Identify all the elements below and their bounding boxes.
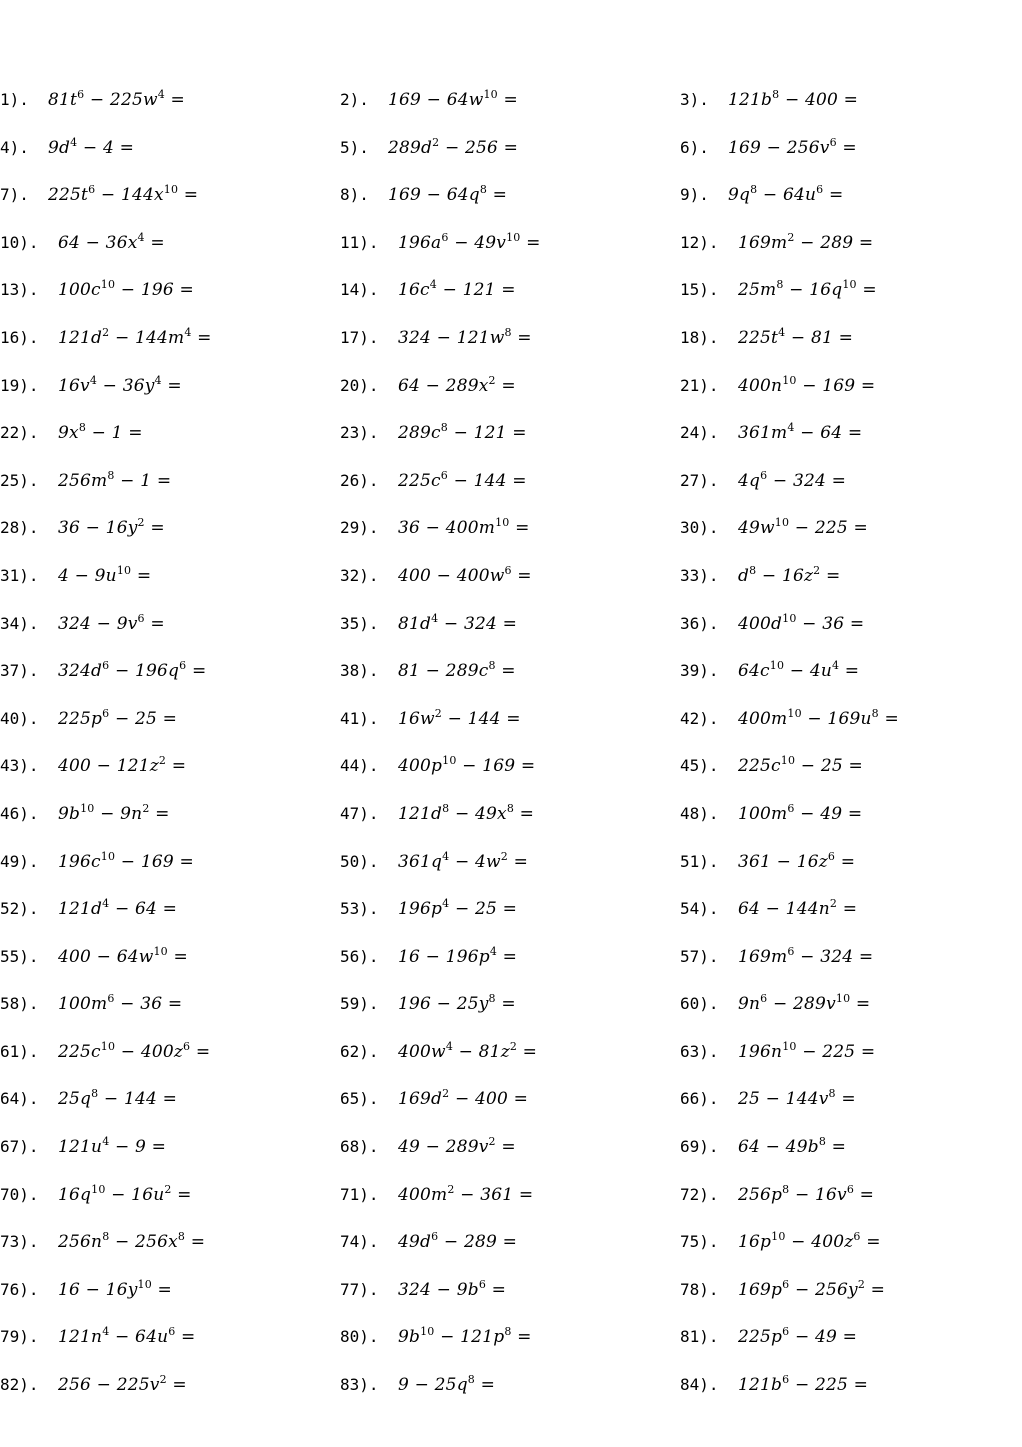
problem-row — [0, 600, 1022, 648]
problem-item — [680, 1171, 874, 1219]
problem-item — [680, 695, 899, 743]
problem-expression: $169d^2 - 400$ = — [398, 1087, 529, 1110]
problem-row — [0, 219, 1022, 267]
problem-item — [340, 1218, 517, 1266]
problem-item — [0, 742, 186, 790]
problem-expression: $36 - 400m^{10}$ = — [398, 516, 530, 539]
problem-number: 33). — [680, 565, 719, 585]
problem-number: 69). — [680, 1137, 719, 1157]
problem-item — [0, 171, 198, 219]
problem-row — [0, 171, 1022, 219]
problem-expression: $16p^{10} - 400z^6$ = — [738, 1230, 881, 1253]
problem-row — [0, 838, 1022, 886]
problem-number: 4). — [0, 137, 29, 157]
problem-row — [0, 933, 1022, 981]
problem-number: 47). — [340, 803, 379, 823]
problem-number: 68). — [340, 1137, 379, 1157]
problem-item — [680, 314, 853, 362]
problem-item — [0, 1361, 187, 1409]
problem-number: 17). — [340, 327, 379, 347]
problem-number: 45). — [680, 756, 719, 776]
problem-number: 15). — [680, 280, 719, 300]
problem-number: 51). — [680, 851, 719, 871]
problem-expression: $256m^8 - 1$ = — [58, 468, 172, 491]
problem-expression: $d^8 - 16z^2$ = — [738, 563, 841, 586]
problem-item — [680, 838, 855, 886]
problem-expression: $400m^{10} - 169u^8$ = — [738, 706, 899, 729]
problem-expression: $121d^8 - 49x^8$ = — [398, 801, 535, 824]
problem-number: 60). — [680, 994, 719, 1014]
problem-item — [0, 76, 185, 124]
problem-item — [340, 409, 527, 457]
problem-expression: $16v^4 - 36y^4$ = — [58, 373, 182, 396]
problem-row — [0, 552, 1022, 600]
problem-item — [0, 980, 182, 1028]
problem-number: 84). — [680, 1375, 719, 1395]
problem-number: 66). — [680, 1089, 719, 1109]
problem-item — [0, 1123, 166, 1171]
problem-number: 30). — [680, 518, 719, 538]
problem-expression: $9b^{10} - 121p^8$ = — [398, 1325, 532, 1348]
problem-expression: $121b^6 - 225$ = — [738, 1373, 869, 1396]
problem-number: 5). — [340, 137, 369, 157]
problem-item — [0, 314, 212, 362]
problem-number: 43). — [0, 756, 39, 776]
problem-item — [340, 76, 518, 124]
problem-row — [0, 266, 1022, 314]
problem-row — [0, 980, 1022, 1028]
problem-expression: $225c^{10} - 25$ = — [738, 754, 863, 777]
problem-number: 32). — [340, 565, 379, 585]
problem-item — [0, 600, 165, 648]
problem-expression: $64 - 289x^2$ = — [398, 373, 516, 396]
problem-number: 9). — [680, 185, 709, 205]
problem-expression: $169m^2 - 289$ = — [738, 230, 874, 253]
problem-number: 18). — [680, 327, 719, 347]
problem-expression: $121b^8 - 400$ = — [728, 88, 859, 110]
problem-number: 72). — [680, 1184, 719, 1204]
problem-number: 41). — [340, 708, 379, 728]
problem-item — [0, 1171, 192, 1219]
problem-row — [0, 76, 1022, 124]
problem-number: 48). — [680, 803, 719, 823]
problem-number: 35). — [340, 613, 379, 633]
problem-item — [0, 647, 206, 695]
problem-number: 62). — [340, 1041, 379, 1061]
problem-expression: $400 - 121z^2$ = — [58, 754, 187, 777]
problem-number: 82). — [0, 1375, 39, 1395]
problem-number: 77). — [340, 1279, 379, 1299]
problem-expression: $324 - 121w^8$ = — [398, 325, 532, 348]
problem-item — [340, 647, 516, 695]
problem-number: 63). — [680, 1041, 719, 1061]
problem-number: 71). — [340, 1184, 379, 1204]
problem-expression: $121u^4 - 9$ = — [58, 1135, 167, 1158]
problem-expression: $361 - 16z^6$ = — [738, 849, 856, 872]
problem-number: 73). — [0, 1232, 39, 1252]
problem-expression: $64 - 144n^2$ = — [738, 897, 858, 920]
problem-expression: $4 - 9u^{10}$ = — [58, 563, 152, 586]
problem-row — [0, 409, 1022, 457]
problem-expression: $49w^{10} - 225$ = — [738, 516, 868, 539]
problem-number: 20). — [340, 375, 379, 395]
problem-expression: $289d^2 - 256$ = — [388, 135, 519, 158]
problem-item — [0, 1266, 172, 1314]
problem-expression: $225t^6 - 144x^{10}$ = — [48, 183, 199, 206]
problem-expression: $400d^{10} - 36$ = — [738, 611, 865, 634]
problem-item — [680, 1123, 846, 1171]
problem-row — [0, 504, 1022, 552]
problem-item — [340, 314, 532, 362]
problem-expression: $81d^4 - 324$ = — [398, 611, 518, 634]
problem-row — [0, 1361, 1022, 1409]
problem-item — [340, 362, 516, 410]
problem-row — [0, 1171, 1022, 1219]
problem-number: 56). — [340, 946, 379, 966]
problem-item — [340, 219, 541, 267]
problem-item — [340, 1171, 533, 1219]
problem-expression: $196c^{10} - 169$ = — [58, 849, 194, 872]
problem-item — [340, 504, 530, 552]
problem-expression: $9d^4 - 4$ = — [48, 135, 135, 158]
problem-number: 14). — [340, 280, 379, 300]
problem-row — [0, 695, 1022, 743]
problem-item — [340, 552, 532, 600]
problem-expression: $400w^4 - 81z^2$ = — [398, 1039, 538, 1062]
problem-row — [0, 1266, 1022, 1314]
problem-expression: $225c^{10} - 400z^6$ = — [58, 1039, 211, 1062]
problem-item — [340, 790, 534, 838]
problem-item — [680, 1266, 885, 1314]
problem-expression: $225p^6 - 49$ = — [738, 1325, 858, 1348]
problem-item — [340, 980, 516, 1028]
problem-number: 76). — [0, 1279, 39, 1299]
problem-expression: $196a^6 - 49v^{10}$ = — [398, 230, 541, 253]
problem-row — [0, 1313, 1022, 1361]
problem-item — [340, 1123, 516, 1171]
problem-row — [0, 1075, 1022, 1123]
problem-expression: $81t^6 - 225w^4$ = — [48, 88, 185, 110]
problem-expression: $100c^{10} - 196$ = — [58, 278, 194, 301]
problem-row — [0, 647, 1022, 695]
problem-number: 28). — [0, 518, 39, 538]
problem-number: 1). — [0, 90, 29, 109]
problem-item — [0, 409, 143, 457]
problem-number: 57). — [680, 946, 719, 966]
problem-number: 65). — [340, 1089, 379, 1109]
problem-item — [680, 266, 877, 314]
problem-expression: $400 - 64w^{10}$ = — [58, 944, 188, 967]
problem-item — [0, 266, 194, 314]
problem-number: 6). — [680, 137, 709, 157]
problem-item — [680, 504, 868, 552]
problem-expression: $16c^4 - 121$ = — [398, 278, 516, 301]
problem-expression: $36 - 16y^2$ = — [58, 516, 165, 539]
problem-number: 29). — [340, 518, 379, 538]
problem-number: 52). — [0, 899, 39, 919]
problem-number: 61). — [0, 1041, 39, 1061]
problem-number: 49). — [0, 851, 39, 871]
problem-item — [0, 504, 165, 552]
problem-number: 12). — [680, 232, 719, 252]
problem-row — [0, 742, 1022, 790]
problem-number: 36). — [680, 613, 719, 633]
problem-item — [0, 695, 177, 743]
problem-expression: $169 - 256v^6$ = — [728, 135, 857, 158]
problem-expression: $100m^6 - 49$ = — [738, 801, 863, 824]
problem-expression: $289c^8 - 121$ = — [398, 421, 527, 444]
problem-number: 21). — [680, 375, 719, 395]
problem-number: 22). — [0, 423, 39, 443]
problem-item — [340, 1266, 506, 1314]
problem-item — [680, 124, 857, 172]
problem-row — [0, 1028, 1022, 1076]
problem-item — [680, 647, 859, 695]
problem-number: 64). — [0, 1089, 39, 1109]
problem-expression: $121n^4 - 64u^6$ = — [58, 1325, 196, 1348]
problem-item — [340, 457, 527, 505]
problem-item — [340, 266, 516, 314]
problem-item — [680, 362, 875, 410]
problem-item — [340, 1075, 528, 1123]
problem-expression: $16w^2 - 144$ = — [398, 706, 521, 729]
problem-expression: $256 - 225v^2$ = — [58, 1373, 187, 1396]
problem-item — [0, 1218, 205, 1266]
problem-expression: $121d^2 - 144m^4$ = — [58, 325, 212, 348]
problem-expression: $324 - 9b^6$ = — [398, 1277, 507, 1300]
problem-expression: $256n^8 - 256x^8$ = — [58, 1230, 206, 1253]
worksheet — [0, 76, 1022, 1409]
problem-number: 59). — [340, 994, 379, 1014]
problem-expression: $49 - 289v^2$ = — [398, 1135, 516, 1158]
problem-item — [340, 742, 535, 790]
problem-expression: $225c^6 - 144$ = — [398, 468, 527, 491]
problem-expression: $196p^4 - 25$ = — [398, 897, 518, 920]
problem-number: 75). — [680, 1232, 719, 1252]
problem-row — [0, 362, 1022, 410]
problem-expression: $100m^6 - 36$ = — [58, 992, 183, 1015]
problem-expression: $9n^6 - 289v^{10}$ = — [738, 992, 871, 1015]
problem-row — [0, 790, 1022, 838]
problem-item — [340, 838, 528, 886]
problem-number: 25). — [0, 470, 39, 490]
problem-number: 27). — [680, 470, 719, 490]
problem-number: 46). — [0, 803, 39, 823]
problem-item — [0, 219, 165, 267]
problem-expression: $64c^{10} - 4u^4$ = — [738, 659, 860, 682]
problem-expression: $16 - 16y^{10}$ = — [58, 1277, 172, 1300]
problem-expression: $9 - 25q^8$ = — [398, 1373, 496, 1396]
problem-expression: $4q^6 - 324$ = — [738, 468, 847, 491]
problem-expression: $25m^8 - 16q^{10}$ = — [738, 278, 877, 301]
problem-item — [680, 1313, 857, 1361]
problem-expression: $9x^8 - 1$ = — [58, 421, 143, 444]
problem-expression: $25q^8 - 144$ = — [58, 1087, 178, 1110]
problem-number: 79). — [0, 1327, 39, 1347]
problem-number: 8). — [340, 185, 369, 205]
problem-expression: $400 - 400w^6$ = — [398, 563, 532, 586]
problem-item — [340, 1313, 532, 1361]
problem-expression: $361m^4 - 64$ = — [738, 421, 863, 444]
problem-item — [0, 1313, 196, 1361]
problem-number: 39). — [680, 661, 719, 681]
problem-expression: $225p^6 - 25$ = — [58, 706, 178, 729]
problem-item — [0, 790, 170, 838]
problem-item — [0, 552, 151, 600]
problem-number: 44). — [340, 756, 379, 776]
problem-item — [340, 600, 517, 648]
problem-item — [680, 1218, 881, 1266]
problem-row — [0, 124, 1022, 172]
problem-expression: $361q^4 - 4w^2$ = — [398, 849, 529, 872]
problem-number: 78). — [680, 1279, 719, 1299]
problem-row — [0, 1123, 1022, 1171]
problem-expression: $400n^{10} - 169$ = — [738, 373, 876, 396]
problem-number: 54). — [680, 899, 719, 919]
problem-expression: $81 - 289c^8$ = — [398, 659, 516, 682]
problem-number: 83). — [340, 1375, 379, 1395]
problem-expression: $324d^6 - 196q^6$ = — [58, 659, 207, 682]
problem-expression: $400m^2 - 361$ = — [398, 1182, 534, 1205]
problem-expression: $169m^6 - 324$ = — [738, 944, 874, 967]
problem-number: 81). — [680, 1327, 719, 1347]
problem-number: 11). — [340, 232, 379, 252]
problem-expression: $16q^{10} - 16u^2$ = — [58, 1182, 192, 1205]
problem-number: 53). — [340, 899, 379, 919]
problem-expression: $16 - 196p^4$ = — [398, 944, 518, 967]
problem-number: 24). — [680, 423, 719, 443]
problem-item — [680, 790, 862, 838]
problem-number: 19). — [0, 375, 39, 395]
problem-item — [340, 124, 518, 172]
problem-expression: $324 - 9v^6$ = — [58, 611, 165, 634]
problem-number: 50). — [340, 851, 379, 871]
problem-expression: $196 - 25y^8$ = — [398, 992, 516, 1015]
problem-item — [680, 409, 862, 457]
problem-item — [680, 1361, 868, 1409]
problem-item — [680, 219, 873, 267]
problem-item — [0, 933, 188, 981]
problem-row — [0, 1218, 1022, 1266]
problem-expression: $64 - 36x^4$ = — [58, 230, 165, 253]
problem-item — [680, 76, 858, 124]
problem-item — [680, 600, 864, 648]
problem-number: 10). — [0, 232, 39, 252]
problem-item — [680, 1075, 856, 1123]
problem-number: 2). — [340, 90, 369, 109]
problem-expression: $9b^{10} - 9n^2$ = — [58, 801, 170, 824]
problem-item — [340, 1361, 495, 1409]
problem-number: 34). — [0, 613, 39, 633]
problem-expression: $49d^6 - 289$ = — [398, 1230, 518, 1253]
problem-row — [0, 457, 1022, 505]
problem-item — [0, 885, 177, 933]
problem-item — [0, 362, 182, 410]
problem-number: 38). — [340, 661, 379, 681]
problem-item — [340, 171, 507, 219]
problem-number: 58). — [0, 994, 39, 1014]
problem-item — [340, 885, 517, 933]
problem-expression: $169 - 64q^8$ = — [388, 183, 508, 206]
problem-expression: $25 - 144v^8$ = — [738, 1087, 856, 1110]
problem-item — [0, 1075, 177, 1123]
problem-item — [680, 933, 873, 981]
problem-expression: $225t^4 - 81$ = — [738, 325, 854, 348]
problem-expression: $121d^4 - 64$ = — [58, 897, 178, 920]
problem-number: 74). — [340, 1232, 379, 1252]
problem-item — [680, 1028, 875, 1076]
problem-number: 31). — [0, 565, 39, 585]
problem-expression: $196n^{10} - 225$ = — [738, 1039, 876, 1062]
problem-expression: $9q^8 - 64u^6$ = — [728, 183, 844, 206]
problem-number: 7). — [0, 185, 29, 205]
problem-number: 55). — [0, 946, 39, 966]
problem-number: 26). — [340, 470, 379, 490]
problem-expression: $64 - 49b^8$ = — [738, 1135, 847, 1158]
problem-number: 37). — [0, 661, 39, 681]
problem-number: 3). — [680, 90, 709, 109]
problem-item — [680, 885, 857, 933]
problem-number: 42). — [680, 708, 719, 728]
problem-row — [0, 885, 1022, 933]
problem-item — [0, 838, 194, 886]
problem-number: 40). — [0, 708, 39, 728]
problem-number: 67). — [0, 1137, 39, 1157]
problem-item — [0, 124, 134, 172]
problem-item — [340, 1028, 537, 1076]
problem-item — [680, 171, 843, 219]
problem-number: 16). — [0, 327, 39, 347]
problem-row — [0, 314, 1022, 362]
problem-expression: $256p^8 - 16v^6$ = — [738, 1182, 875, 1205]
problem-expression: $169p^6 - 256y^2$ = — [738, 1277, 886, 1300]
problem-item — [680, 742, 863, 790]
problem-item — [340, 933, 517, 981]
problem-item — [0, 457, 171, 505]
problem-item — [680, 552, 840, 600]
problem-item — [680, 457, 846, 505]
problem-item — [0, 1028, 210, 1076]
problem-expression: $400p^{10} - 169$ = — [398, 754, 536, 777]
problem-number: 23). — [340, 423, 379, 443]
problem-number: 13). — [0, 280, 39, 300]
problem-item — [340, 695, 521, 743]
problem-item — [680, 980, 870, 1028]
problem-expression: $169 - 64w^{10}$ = — [388, 88, 518, 110]
problem-number: 80). — [340, 1327, 379, 1347]
problem-number: 70). — [0, 1184, 39, 1204]
